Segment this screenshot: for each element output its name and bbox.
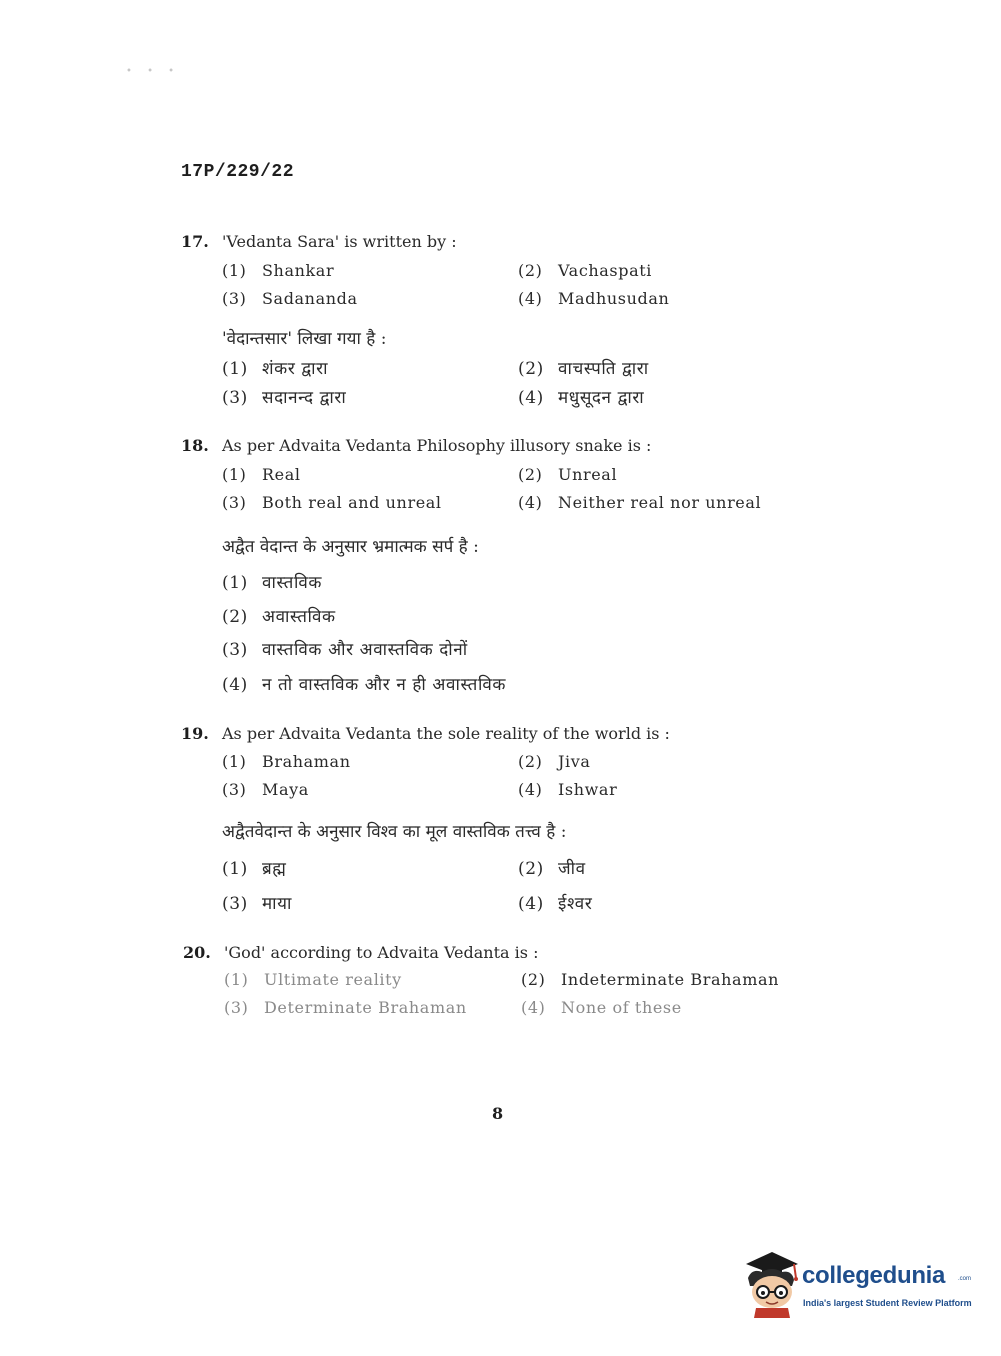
option-number: (1) — [222, 859, 248, 879]
option-number: (2) — [222, 607, 248, 627]
option-number: (2) — [518, 261, 543, 280]
option-text: None of these — [561, 998, 682, 1017]
scan-artifact: • • • — [126, 66, 181, 77]
question-18-option-1-en — [222, 465, 301, 484]
question-20-option-2-en — [521, 970, 779, 989]
question-19-number: 19. — [181, 724, 209, 743]
option-text: Vachaspati — [558, 261, 652, 280]
brand-suffix: .com — [958, 1276, 972, 1282]
option-number: (2) — [518, 859, 544, 879]
question-17-option-3-hi — [222, 385, 346, 408]
mascot-icon — [742, 1248, 802, 1318]
option-text: Neither real nor unreal — [558, 493, 762, 512]
question-18-option-3-hi — [222, 637, 468, 660]
page-number: 8 — [492, 1104, 504, 1123]
option-text: Brahaman — [262, 752, 351, 771]
option-text: Indeterminate Brahaman — [561, 970, 780, 989]
option-text: शंकर द्वारा — [262, 359, 329, 379]
question-17-option-2-hi — [518, 356, 649, 379]
option-text: Madhusudan — [558, 289, 670, 308]
question-17-text-hi: 'वेदान्तसार' लिखा गया है : — [222, 329, 387, 349]
question-19-option-4-en — [518, 780, 617, 799]
option-number: (1) — [222, 752, 247, 771]
option-text: वास्तविक और अवास्तविक दोनों — [262, 640, 468, 660]
option-number: (4) — [518, 289, 543, 308]
brand-name: collegedunia — [802, 1262, 946, 1289]
option-number: (1) — [224, 970, 249, 989]
option-text: वाचस्पति द्वारा — [558, 359, 649, 379]
option-text: Ishwar — [558, 780, 618, 799]
question-19-option-3-hi — [222, 891, 292, 914]
question-19-text-en: As per Advaita Vedanta the sole reality of the world is : — [222, 724, 670, 743]
question-17-option-3-en — [222, 289, 358, 308]
option-number: (3) — [222, 894, 248, 914]
option-number: (3) — [222, 640, 248, 660]
option-number: (2) — [518, 359, 544, 379]
option-number: (3) — [222, 493, 247, 512]
brand-tagline: India's largest Student Review Platform — [803, 1298, 972, 1308]
option-text: Ultimate reality — [264, 970, 402, 989]
option-number: (2) — [518, 752, 543, 771]
question-17-option-2-en — [518, 261, 652, 280]
question-18-option-4-hi — [222, 672, 506, 695]
question-18-option-2-en — [518, 465, 617, 484]
option-number: (3) — [222, 289, 247, 308]
question-17-number: 17. — [181, 232, 209, 251]
option-text: Shankar — [262, 261, 335, 280]
question-19-option-2-hi — [518, 856, 586, 879]
question-17-text-en: 'Vedanta Sara' is written by : — [222, 232, 457, 251]
option-number: (4) — [518, 780, 543, 799]
question-18-option-4-en — [518, 493, 761, 512]
question-19-option-1-en — [222, 752, 351, 771]
question-20-option-4-en — [521, 998, 682, 1017]
question-20-option-1-en — [224, 970, 402, 989]
option-number: (1) — [222, 359, 248, 379]
option-text: अवास्तविक — [262, 607, 336, 627]
option-text: Maya — [262, 780, 309, 799]
option-number: (2) — [518, 465, 543, 484]
question-18-option-2-hi — [222, 604, 336, 627]
option-number: (1) — [222, 261, 247, 280]
option-number: (1) — [222, 465, 247, 484]
question-20-option-3-en — [224, 998, 467, 1017]
question-19-text-hi: अद्वैतवेदान्त के अनुसार विश्व का मूल वास्तविक तत्त्व है : — [222, 822, 567, 842]
option-text: Jiva — [558, 752, 591, 771]
question-17-option-4-hi — [518, 385, 644, 408]
option-text: ईश्वर — [558, 894, 593, 914]
option-text: Real — [262, 465, 301, 484]
option-number: (4) — [521, 998, 546, 1017]
question-20-text-en: 'God' according to Advaita Vedanta is : — [224, 943, 539, 962]
option-text: माया — [262, 894, 293, 914]
question-19-option-4-hi — [518, 891, 592, 914]
question-18-number: 18. — [181, 436, 209, 455]
option-text: मधुसूदन द्वारा — [558, 388, 645, 408]
option-number: (1) — [222, 573, 248, 593]
option-number: (4) — [518, 388, 544, 408]
option-number: (4) — [518, 493, 543, 512]
question-20-number: 20. — [183, 943, 211, 962]
option-number: (3) — [224, 998, 249, 1017]
option-text: सदानन्द द्वारा — [262, 388, 347, 408]
option-number: (4) — [518, 894, 544, 914]
option-number: (2) — [521, 970, 546, 989]
option-text: Determinate Brahaman — [264, 998, 467, 1017]
question-19-option-3-en — [222, 780, 309, 799]
question-18-option-1-hi — [222, 570, 322, 593]
option-text: वास्तविक — [262, 573, 323, 593]
question-19-option-2-en — [518, 752, 591, 771]
paper-code: 17P/229/22 — [181, 162, 295, 182]
question-17-option-4-en — [518, 289, 669, 308]
option-text: Unreal — [558, 465, 618, 484]
option-number: (3) — [222, 780, 247, 799]
option-number: (4) — [222, 675, 248, 695]
question-17-option-1-en — [222, 261, 334, 280]
option-text: Both real and unreal — [262, 493, 442, 512]
option-text: न तो वास्तविक और न ही अवास्तविक — [262, 675, 507, 695]
question-18-text-hi: अद्वैत वेदान्त के अनुसार भ्रमात्मक सर्प है : — [222, 537, 479, 557]
option-text: Sadananda — [262, 289, 358, 308]
option-text: जीव — [558, 859, 586, 879]
question-18-option-3-en — [222, 493, 442, 512]
question-19-option-1-hi — [222, 856, 287, 879]
question-17-option-1-hi — [222, 356, 328, 379]
option-number: (3) — [222, 388, 248, 408]
question-18-text-en: As per Advaita Vedanta Philosophy illusory snake is : — [222, 436, 652, 455]
option-text: ब्रह्म — [262, 859, 287, 879]
